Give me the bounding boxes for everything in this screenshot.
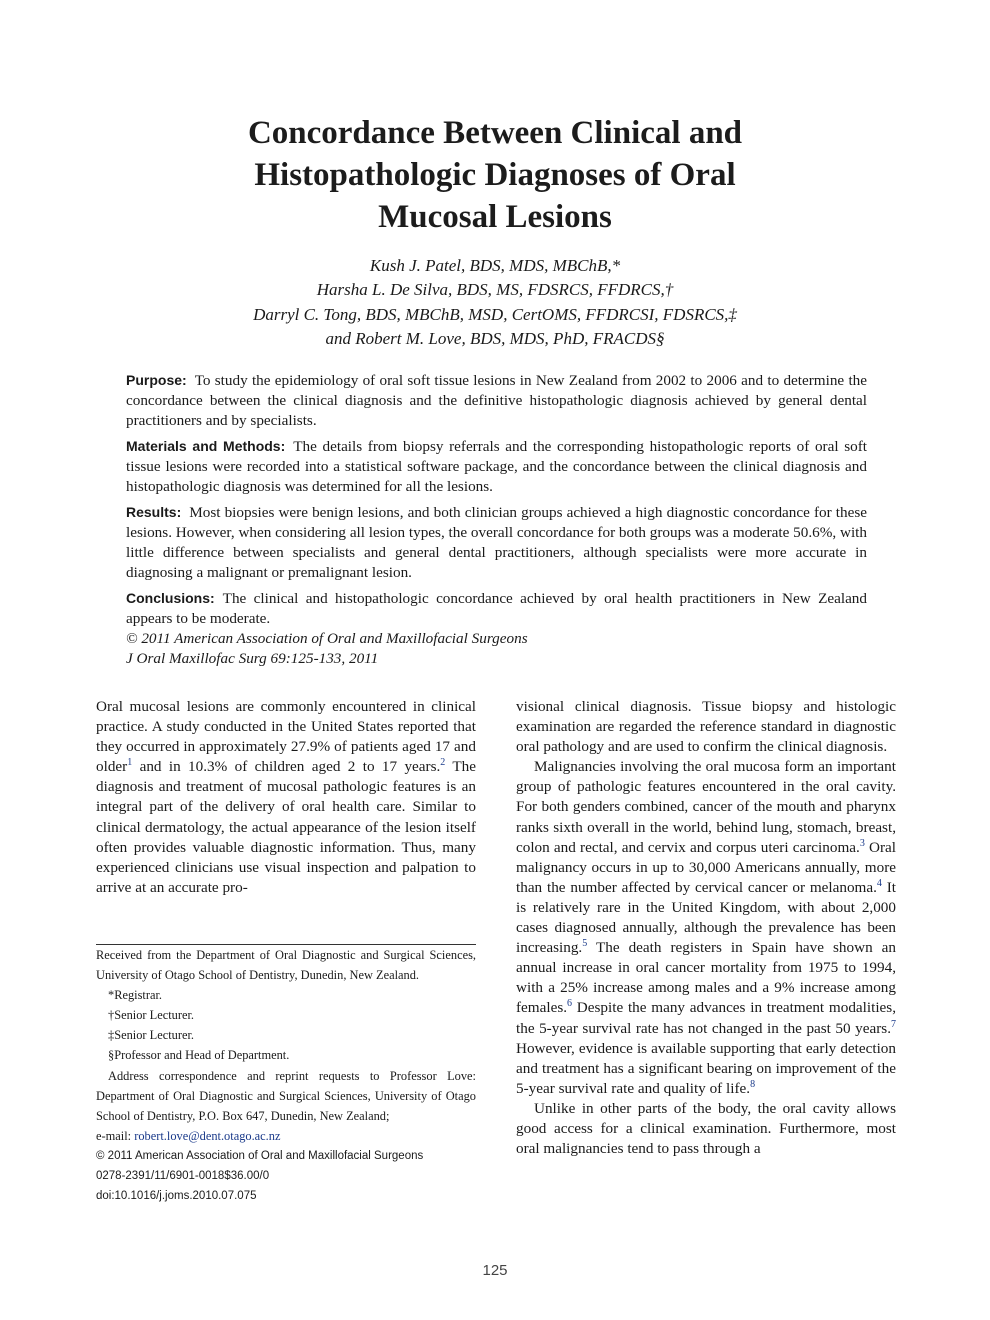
footnote-senior-1: †Senior Lecturer. (108, 1008, 195, 1023)
body-text: The diagnosis and treatment of mucosal pathologic features is an integral part of the delivery of oral health care. Similar to clinical dermatology, the actual appearance of the lesion itself often provides valuable diagnostic information. Thus, many experienced clinicians use visual inspection and palpation to arrive at an accurate pro- (96, 758, 476, 896)
reference-link[interactable]: 4 (876, 877, 882, 889)
methods-label: Materials and Methods: (126, 438, 286, 454)
abstract-citation: J Oral Maxillofac Surg 69:125-133, 2011 (126, 650, 379, 667)
conclusions-label: Conclusions: (126, 590, 215, 606)
author-2: Harsha L. De Silva, BDS, MS, FDSRCS, FFDRCS,† (316, 280, 674, 300)
results-text: Most biopsies were benign lesions, and both clinician groups achieved a high diagnostic concordance for these lesions. However, when considering all lesion types, the overall concordance for both groups was a moderate 50.6%, with little difference between specialists and general dental practitioners, although specialists were more accurate in diagnosing a malignant or premalignant lesion. (126, 504, 867, 581)
purpose-text: To study the epidemiology of oral soft tissue lesions in New Zealand from 2002 to 2006 and to determine the concordance between the clinical diagnosis and the definitive histopathologic diagnosis achieved by general dental practitioners and by specialists. (126, 372, 867, 429)
title-line-3: Mucosal Lesions (378, 199, 612, 235)
footnote-copyright: © 2011 American Association of Oral and Maxillofacial Surgeons (96, 1149, 424, 1162)
author-1: Kush J. Patel, BDS, MDS, MBChB,* (369, 256, 621, 275)
abstract (126, 370, 867, 669)
footnote-issn: 0278-2391/11/6901-0018$36.00/0 (96, 1170, 270, 1183)
reference-link[interactable]: 2 (440, 757, 446, 769)
purpose-label: Purpose: (126, 372, 187, 388)
body-text: Oral mucosal lesions are commonly encountered in clinical practice. A study conducted in the United States reported that they occurred in approximately 27.9% of patients aged 17 and older (96, 698, 476, 776)
reference-link[interactable]: 3 (859, 837, 865, 849)
title-line-2: Histopathologic Diagnoses of Oral (254, 157, 736, 193)
body-paragraph: Unlike in other parts of the body, the oral cavity allows good access for a clinical examination. Furthermore, most oral malignancies tend to pass through a (516, 1099, 896, 1158)
abstract-results (126, 502, 867, 583)
body-text: Oral malignancy occurs in up to 30,000 Americans annually, more than the number affected by cervical cancer or melanoma. (516, 838, 896, 896)
reference-link[interactable]: 6 (567, 998, 573, 1010)
methods-text: The details from biopsy referrals and the corresponding histopathologic reports of oral soft tissue lesions were recorded into a statistical software package, and the concordance between the clinical diagnosis and histopathologic diagnosis was determined for all the lesions. (126, 438, 867, 495)
abstract-methods (126, 436, 867, 497)
reference-link[interactable]: 5 (582, 938, 588, 950)
title-line-1: Concordance Between Clinical and (247, 115, 743, 151)
body-paragraph (516, 757, 896, 1099)
reference-link[interactable]: 8 (750, 1078, 756, 1090)
footnote-senior-2: ‡Senior Lecturer. (108, 1028, 195, 1043)
email-link[interactable]: robert.love@dent.otago.ac.nz (134, 1128, 281, 1143)
article-title (150, 112, 840, 238)
email-label: e-mail: (96, 1128, 135, 1143)
body-text: Despite the many advances in treatment modalities, the 5-year survival rate has not changed in the past 50 years. (516, 999, 896, 1037)
body-text: However, evidence is available supporting that early detection and treatment has a significant bearing on improvement of the 5-year survival rate and quality of life. (516, 1039, 896, 1097)
reference-link[interactable]: 7 (891, 1018, 896, 1030)
footnote-received: Received from the Department of Oral Diagnostic and Surgical Sciences, University of Otago School of Dentistry, Dunedin, New Zealand. (96, 948, 476, 983)
abstract-purpose (126, 370, 867, 431)
reference-link[interactable]: 1 (127, 757, 133, 769)
footnote-registrar: *Registrar. (108, 988, 163, 1003)
footnote-doi[interactable]: doi:10.1016/j.joms.2010.07.075 (96, 1190, 257, 1203)
footnote-professor: §Professor and Head of Department. (108, 1048, 290, 1063)
body-paragraph (96, 697, 476, 898)
abstract-copyright: © 2011 American Association of Oral and Maxillofacial Surgeons (126, 630, 528, 647)
body-text: Malignancies involving the oral mucosa form an important group of pathologic features encountered in the oral cavity. For both genders combined, cancer of the mouth and pharynx ranks sixth overall in the world, behind lung, stomach, breast, colon and rectal, and cervix and corpus uteri carcinoma. (516, 758, 896, 856)
footnotes (96, 945, 476, 1206)
conclusions-text: The clinical and histopathologic concordance achieved by oral health practitioners in New Zealand appears to be moderate. (126, 590, 867, 627)
body-paragraph: visional clinical diagnosis. Tissue biopsy and histologic examination are regarded the reference standard in diagnostic oral pathology and are used to confirm the clinical diagnosis. (516, 698, 896, 756)
body-column-left (96, 697, 476, 898)
body-text: and in 10.3% of children aged 2 to 17 years. (132, 758, 441, 776)
author-3: Darryl C. Tong, BDS, MBChB, MSD, CertOMS, FFDRCSI, FDSRCS,‡ (253, 304, 737, 324)
results-label: Results: (126, 504, 182, 520)
abstract-conclusions (126, 588, 867, 629)
footnote-email-line (96, 1126, 476, 1146)
body-text: The death registers in Spain have shown an annual increase in oral cancer mortality from 1975 to 1994, with a 25% increase among males and a 9% increase among females. (516, 939, 896, 1017)
body-column-right (516, 697, 896, 1159)
author-list (150, 254, 840, 352)
footnote-address: Address correspondence and reprint requests to Professor Love: Department of Oral Diagnostic and Surgical Sciences, University of Otago School of Dentistry, P.O. Box 647, Dunedin, New Zealand; (96, 1068, 476, 1123)
body-text: It is relatively rare in the United Kingdom, with about 2,000 cases diagnosed annually, although the prevalence has been increasing. (516, 878, 896, 957)
author-4: and Robert M. Love, BDS, MDS, PhD, FRACDS§ (325, 329, 665, 349)
page-number: 125 (482, 1262, 508, 1279)
